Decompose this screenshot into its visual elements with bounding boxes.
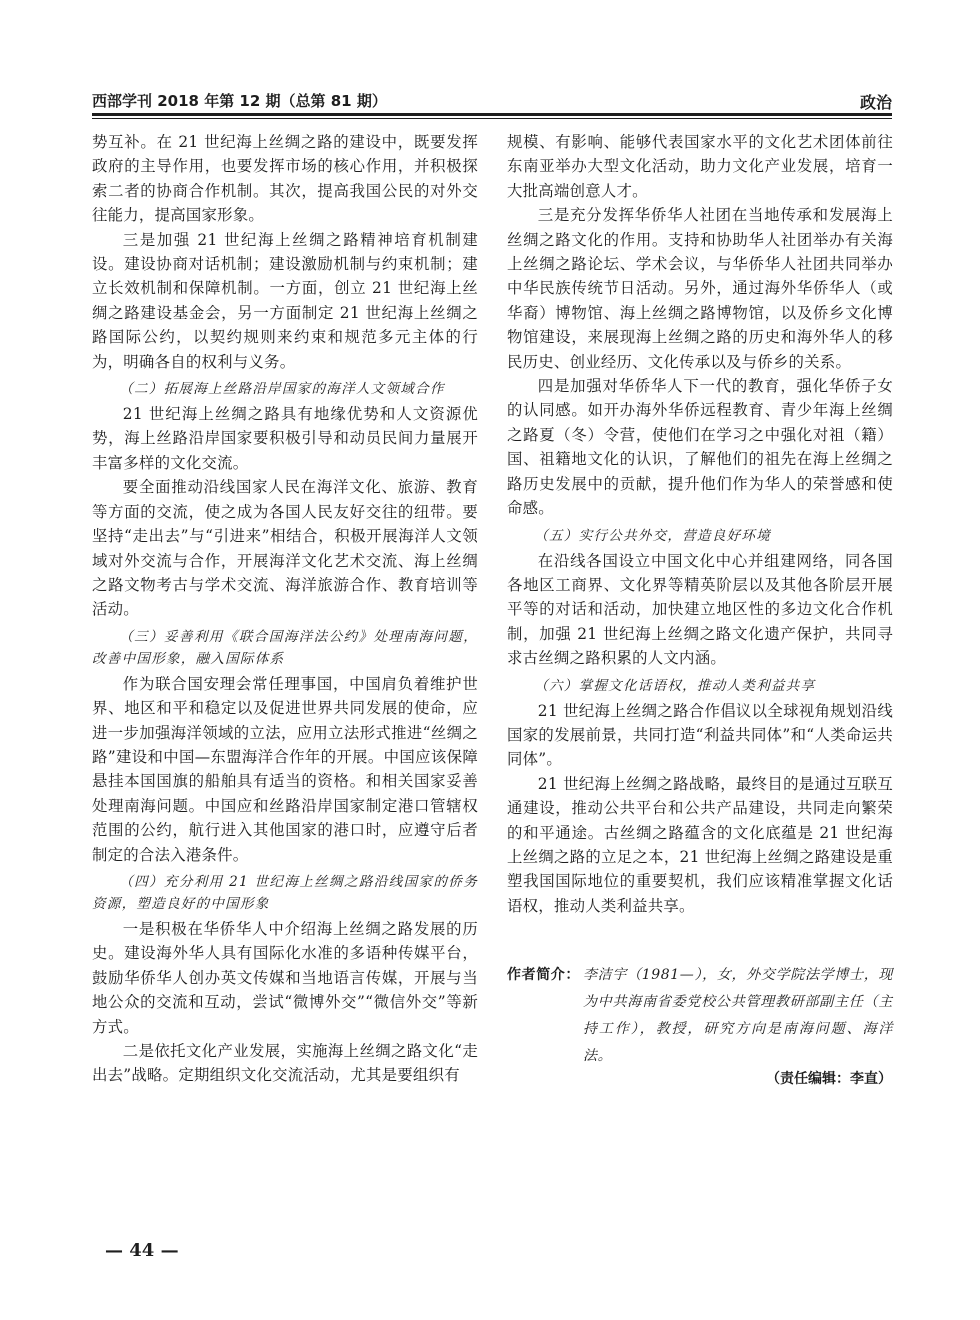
paragraph: 一是积极在华侨华人中介绍海上丝绸之路发展的历史。建设海外华人具有国际化水准的多语种传媒平台，鼓励华侨华人创办英文传媒和当地语言传媒，开展与当地公众的交流和互动，尝试“微博外交”“微信外交”等新方式。 [92,919,478,1036]
paragraph: 21 世纪海上丝绸之路合作倡议以全球视角规划沿线国家的发展前景，共同打造“利益共同体”和“人类命运共同体”。 [507,701,893,769]
paragraph: 四是加强对华侨华人下一代的教育，强化华侨子女的认同感。如开办海外华侨远程教育、青少年海上丝绸之路夏（冬）令营，使他们在学习之中强化对祖（籍）国、祖籍地文化的认识，了解他们的祖先在海上丝绸之路历史发展中的贡献，提升他们作为华人的荣誉感和使命感。 [507,377,893,518]
author-bio-label: 作者简介： [507,967,580,983]
section-heading: （六）掌握文化话语权，推动人类利益共享 [534,677,816,694]
paragraph: 21 世纪海上丝绸之路具有地缘优势和人文资源优势，海上丝路沿岸国家要积极引导和动员民间力量展开丰富多样的文化交流。 [92,405,478,472]
paragraph: 规模、有影响、能够代表国家水平的文化艺术团体前往东南亚举办大型文化活动，助力文化产业发展，培育一大批高端创意人才。 [507,133,893,200]
section-heading: （二）拓展海上丝路沿岸国家的海洋人文领域合作 [119,381,445,398]
section-heading: （三）妥善利用《联合国海洋法公约》处理南海问题，改善中国形象，融入国际体系 [92,628,478,667]
author-bio [507,962,893,1070]
paragraph: 三是充分发挥华侨华人社团在当地传承和发展海上丝绸之路文化的作用。支持和协助华人社团举办有关海上丝绸之路论坛、学术会议，与华侨华人社团共同举办中华民族传统节日活动。另外，通过海外华侨华人（或华裔）博物馆、海上丝绸之路博物馆，以及侨乡文化博物馆建设，来展现海上丝绸之路的历史和海外华人的移民历史、创业经历、文化传承以及与侨乡的关系。 [507,206,893,371]
paragraph: 势互补。在 21 世纪海上丝绸之路的建设中，既要发挥政府的主导作用，也要发挥市场的核心作用，并积极探索二者的协商合作机制。其次，提高我国公民的对外交往能力，提高国家形象。 [92,133,478,225]
section-name: 政治 [859,93,892,112]
header-rule-thick [92,113,892,116]
section-heading: （五）实行公共外交，营造良好环境 [534,527,771,544]
page-number: — 44 — [105,1240,179,1261]
paragraph: 三是加强 21 世纪海上丝绸之路精神培育机制建设。建设协商对话机制；建设激励机制与约束机制；建立长效机制和保障机制。一方面，创立 21 世纪海上丝绸之路建设基金会，另一方面制定 21 世纪海上丝绸之路国际公约，以契约规则来约束和规范多元主体的行为，明确各自的权利与义务。 [92,230,478,371]
paragraph: 在沿线各国设立中国文化中心并组建网络，同各国各地区工商界、文化界等精英阶层以及其他各阶层开展平等的对话和活动，加快建立地区性的多边文化合作机制，加强 21 世纪海上丝绸之路文化遗产保护，共同寻求古丝绸之路积累的人文内涵。 [507,551,893,668]
running-header [92,86,892,112]
right-column [507,130,893,918]
paragraph: 要全面推动沿线国家人民在海洋文化、旅游、教育等方面的交流，使之成为各国人民友好交往的纽带。要坚持“走出去”与“引进来”相结合，积极开展海洋人文领域对外交流与合作，开展海洋文化艺术交流、海上丝绸之路文物考古与学术交流、海洋旅游合作、教育培训等活动。 [92,478,478,619]
responsible-editor: （责任编辑：李直） [766,1071,892,1087]
paragraph: 二是依托文化产业发展，实施海上丝绸之路文化“走出去”战略。定期组织文化交流活动，尤其是要组织有 [92,1042,478,1085]
author-bio-text: 李洁宇（1981—），女，外交学院法学博士，现为中共海南省委党校公共管理教研部副主任（主持工作），教授，研究方向是南海问题、海洋法。 [583,967,893,1064]
journal-title: 西部学刊 2018 年第 12 期（总第 81 期） [92,92,387,110]
header-rule-thin [92,118,892,119]
paragraph: 21 世纪海上丝绸之路战略，最终目的是通过互联互通建设，推动公共平台和公共产品建设，共同走向繁荣的和平通途。古丝绸之路蕴含的文化底蕴是 21 世纪海上丝绸之路的立足之本，21 世纪海上丝绸之路建设是重塑我国国际地位的重要契机，我们应该精准掌握文化话语权，推动人类利益共享。 [507,774,893,915]
left-column [92,130,478,1088]
paragraph: 作为联合国安理会常任理事国，中国肩负着维护世界、地区和平和稳定以及促进世界共同发展的使命，应进一步加强海洋领域的立法，应用立法形式推进“丝绸之路”建设和中国—东盟海洋合作年的开展。中国应该保障悬挂本国国旗的船舶具有适当的资格。和相关国家妥善处理南海问题。中国应和丝路沿岸国家制定港口管辖权范围的公约，航行进入其他国家的港口时，应遵守后者制定的合法入港条件。 [92,674,478,864]
section-heading: （四）充分利用 21 世纪海上丝绸之路沿线国家的侨务资源，塑造良好的中国形象 [92,873,478,912]
